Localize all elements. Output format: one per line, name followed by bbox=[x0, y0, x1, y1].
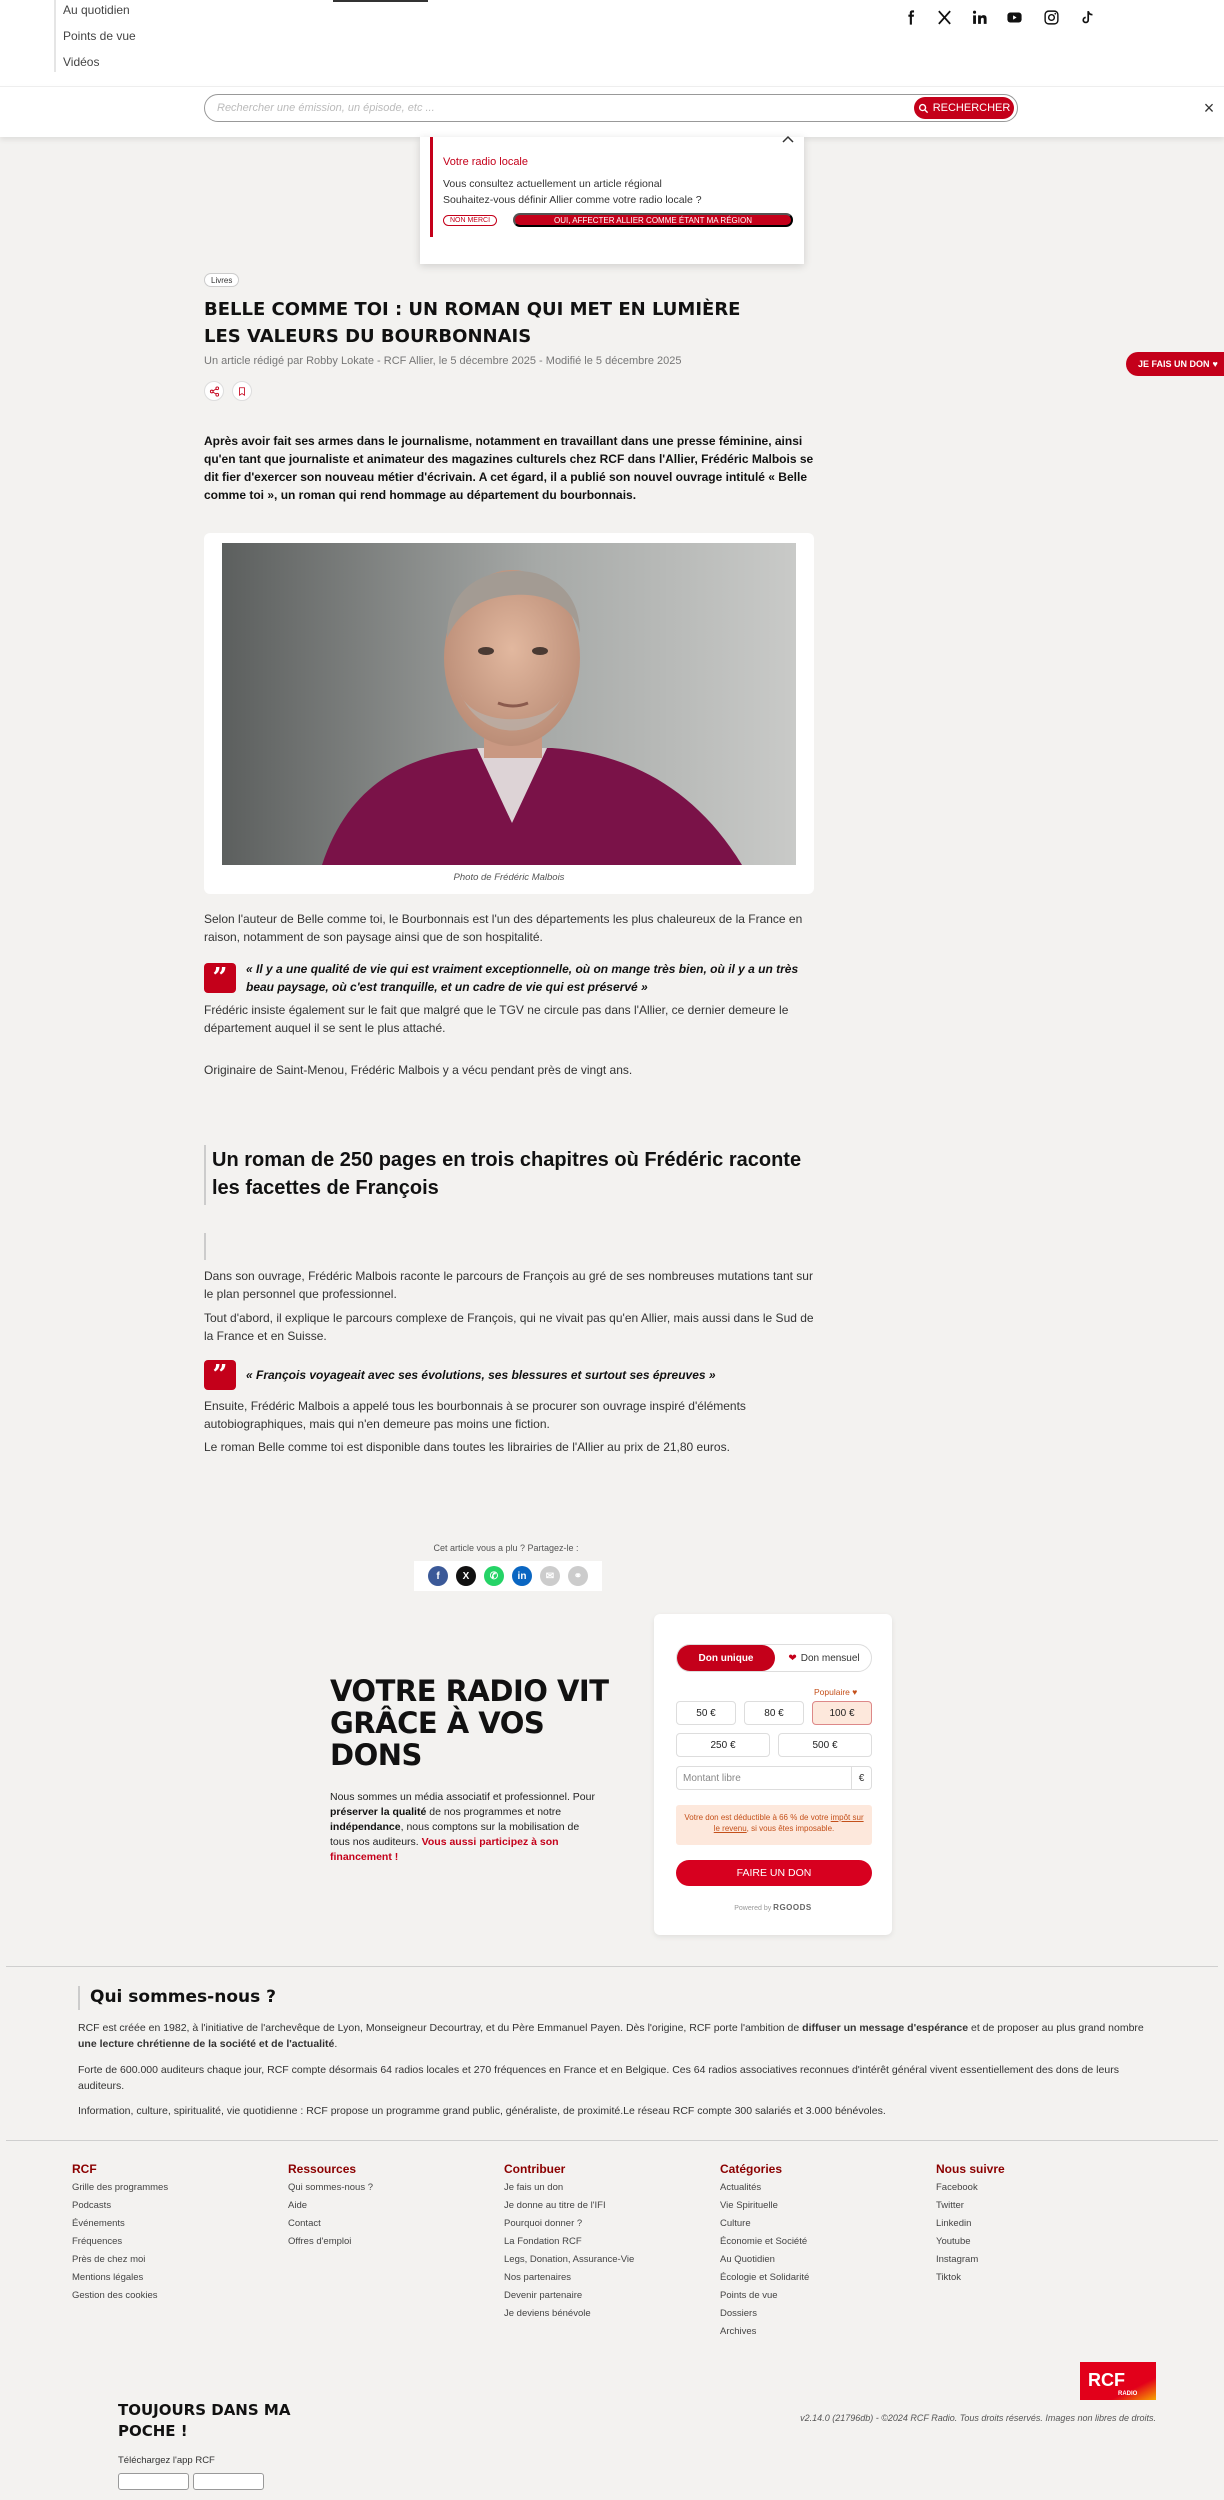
share-buttons bbox=[414, 1561, 602, 1591]
article-title: BELLE COMME TOI : UN ROMAN QUI MET EN LUMIÈRE LES VALEURS DU BOURBONNAIS bbox=[204, 299, 741, 347]
footer-link[interactable]: Dossiers bbox=[720, 2308, 757, 2319]
article-quote: « François voyageait avec ses évolutions, ses blessures et surtout ses épreuves » bbox=[246, 1368, 716, 1382]
footer-column-contribuer bbox=[504, 2162, 714, 2323]
quote-icon: ” bbox=[204, 1360, 236, 1390]
footer-column-title: Ressources bbox=[288, 2162, 357, 2176]
article-paragraph: Le roman Belle comme toi est disponible dans toutes les librairies de l'Allier au prix de 21,80 euros. bbox=[204, 1440, 730, 1454]
close-icon[interactable]: × bbox=[1203, 97, 1215, 118]
app-promo-text: Téléchargez l'app RCF bbox=[118, 2455, 215, 2466]
footer-link[interactable]: Je deviens bénévole bbox=[504, 2308, 591, 2319]
footer-link[interactable]: Au Quotidien bbox=[720, 2254, 775, 2265]
nav-link-au-quotidien[interactable]: Au quotidien bbox=[63, 3, 130, 17]
about-paragraph: Forte de 600.000 auditeurs chaque jour, RCF compte désormais 64 radios locales et 270 fréquences en France et en Belgique. Ces 64 radios associatives reconnues d'intérêt général vivent essentiellement des dons de leurs auditeurs. bbox=[78, 2064, 1119, 2092]
tab-don-mensuel-label: Don mensuel bbox=[800, 1652, 860, 1664]
footer-link[interactable]: Contact bbox=[288, 2218, 321, 2229]
tax-note-link[interactable]: impôt sur le revenu bbox=[713, 1813, 864, 1833]
section-divider bbox=[6, 2140, 1218, 2141]
nav-divider bbox=[54, 0, 56, 72]
amount-80[interactable]: 80 € bbox=[744, 1701, 804, 1725]
subheading-bar bbox=[204, 1145, 206, 1205]
footer-link[interactable]: Points de vue bbox=[720, 2290, 778, 2301]
share-label: Cet article vous a plu ? Partagez-le : bbox=[433, 1543, 579, 1553]
footer-link[interactable]: Vie Spirituelle bbox=[720, 2200, 778, 2211]
whatsapp-share-icon[interactable]: ✆ bbox=[484, 1566, 504, 1586]
footer-link[interactable]: Actualités bbox=[720, 2182, 762, 2193]
search-bar bbox=[0, 86, 1224, 137]
popup-yes-button[interactable]: OUI, AFFECTER ALLIER COMME ÉTANT MA RÉGION bbox=[513, 213, 793, 227]
popup-collapse-icon[interactable] bbox=[782, 131, 794, 146]
email-share-icon[interactable]: ✉ bbox=[540, 1566, 560, 1586]
section-divider bbox=[6, 1966, 1218, 1967]
footer-link[interactable]: Archives bbox=[720, 2326, 757, 2337]
footer-link[interactable]: Podcasts bbox=[72, 2200, 112, 2211]
donation-text: Nous sommes un média associatif et professionnel. Pour préserver la qualité de nos programmes et notre indépendance, nous comptons sur la mobilisation de tous nos auditeurs. Vous aussi participez à son financement ! bbox=[330, 1791, 595, 1863]
footer-link[interactable]: Nos partenaires bbox=[504, 2272, 572, 2283]
article-quote: « Il y a une qualité de vie qui est vraiment exceptionnelle, où on mange très bien, où il y a un très beau paysage, où c'est tranquille, et un cadre de vie qui est préservé » bbox=[246, 962, 799, 994]
article-paragraph: Tout d'abord, il explique le parcours complexe de François, qui ne vivait pas qu'en Allier, mais aussi dans le Sud de la France et en Suisse. bbox=[204, 1311, 814, 1343]
rcf-logo[interactable] bbox=[1080, 2362, 1156, 2400]
active-tab-underline bbox=[333, 0, 428, 2]
heart-icon: ♥ bbox=[1212, 359, 1218, 369]
share-icon[interactable] bbox=[204, 381, 224, 401]
article-tag[interactable]: Livres bbox=[204, 273, 239, 287]
footer-link[interactable]: Legs, Donation, Assurance-Vie bbox=[504, 2254, 635, 2265]
version-copyright: v2.14.0 (21796db) - ©2024 RCF Radio. Tous droits réservés. Images non libres de droits. bbox=[800, 2413, 1156, 2423]
popup-line-1: Vous consultez actuellement un article régional bbox=[443, 178, 662, 190]
footer-column-title: RCF bbox=[72, 2162, 97, 2176]
free-amount-input[interactable] bbox=[676, 1766, 852, 1790]
search-button[interactable] bbox=[914, 97, 1014, 119]
heart-icon: ❤ bbox=[788, 1652, 797, 1664]
amount-500[interactable]: 500 € bbox=[778, 1733, 872, 1757]
popup-title: Votre radio locale bbox=[443, 156, 528, 168]
facebook-icon[interactable] bbox=[899, 6, 921, 28]
donation-widget bbox=[654, 1614, 892, 1935]
tiktok-icon[interactable] bbox=[1076, 6, 1098, 28]
footer-link[interactable]: Je fais un don bbox=[504, 2182, 564, 2193]
article-photo-card bbox=[204, 533, 814, 894]
popup-line-2: Souhaitez-vous définir Allier comme votre radio locale ? bbox=[443, 194, 702, 206]
footer-link[interactable]: Mentions légales bbox=[72, 2272, 144, 2283]
about-title: Qui sommes-nous ? bbox=[90, 1987, 277, 2007]
footer-column-categories bbox=[720, 2162, 930, 2341]
svg-text:RCF: RCF bbox=[1088, 2370, 1125, 2390]
footer-link[interactable]: Gestion des cookies bbox=[72, 2290, 158, 2301]
footer-link[interactable]: Facebook bbox=[936, 2182, 978, 2193]
search-input[interactable] bbox=[204, 94, 1018, 122]
tab-don-mensuel[interactable] bbox=[775, 1645, 873, 1671]
popular-label: Populaire ♥ bbox=[814, 1687, 858, 1697]
article-paragraph: Frédéric insiste également sur le fait que malgré que le TGV ne circule pas dans l'Allier, ce dernier demeure le département auquel il se sent le plus attaché. bbox=[204, 1003, 789, 1035]
about-title-bar bbox=[78, 1986, 80, 2010]
article-paragraph: Selon l'auteur de Belle comme toi, le Bourbonnais est l'un des départements les plus chaleureux de la France en raison, notamment de son paysage ainsi que de son hospitalité. bbox=[204, 912, 803, 944]
footer-link[interactable]: Près de chez moi bbox=[72, 2254, 146, 2265]
x-icon[interactable] bbox=[933, 6, 955, 28]
article-paragraph: Dans son ouvrage, Frédéric Malbois raconte le parcours de François au gré de ses nombreuses mutations tant sur le plan personnel que professionnel. bbox=[204, 1269, 813, 1301]
site-header bbox=[0, 0, 1224, 137]
powered-by: Powered by RGOODS bbox=[734, 1903, 812, 1912]
donation-tabs bbox=[676, 1644, 872, 1672]
app-store-button[interactable] bbox=[118, 2473, 189, 2490]
footer-link[interactable]: Twitter bbox=[936, 2200, 964, 2211]
svg-text:RADIO: RADIO bbox=[1118, 2391, 1138, 2397]
about-paragraph: Information, culture, spiritualité, vie quotidienne : RCF propose un programme grand public, généraliste, de proximité.Le réseau RCF compte 300 salariés et 3.000 bénévoles. bbox=[78, 2105, 886, 2117]
popup-no-button[interactable]: NON MERCI bbox=[443, 215, 497, 226]
facebook-share-icon[interactable]: f bbox=[428, 1566, 448, 1586]
footer-column-title: Catégories bbox=[720, 2162, 783, 2176]
article-subheading: Un roman de 250 pages en trois chapitres où Frédéric raconte les facettes de François bbox=[212, 1149, 802, 1199]
footer-link[interactable]: Youtube bbox=[936, 2236, 971, 2247]
tax-note: Votre don est déductible à 66 % de votre impôt sur le revenu, si vous êtes imposable. bbox=[676, 1805, 872, 1845]
footer-link[interactable]: Instagram bbox=[936, 2254, 979, 2265]
article-meta: Un article rédigé par Robby Lokate - RCF Allier, le 5 décembre 2025 - Modifié le 5 décembre 2025 bbox=[204, 355, 682, 367]
footer-column-rcf bbox=[72, 2162, 282, 2305]
search-icon bbox=[918, 103, 929, 114]
youtube-icon[interactable] bbox=[1003, 6, 1025, 28]
footer-column-nous-suivre bbox=[936, 2162, 1146, 2287]
amount-50[interactable]: 50 € bbox=[676, 1701, 736, 1725]
side-donate-label: JE FAIS UN DON bbox=[1138, 359, 1210, 369]
tab-don-unique[interactable]: Don unique bbox=[677, 1645, 775, 1671]
footer-link[interactable]: Linkedin bbox=[936, 2218, 972, 2229]
article-intro: Après avoir fait ses armes dans le journalisme, notamment en travaillant dans une presse féminine, ainsi qu'en tant que journaliste et animateur des magazines culturels chez RCF dans l'Allier, Frédéric Malbois se dit fier d'exercer son nouveau métier d'écrivain. A cet égard, il a publié son nouvel ouvrage intitulé « Belle comme toi », un roman qui rend hommage au département du bourbonnais. bbox=[204, 434, 814, 502]
footer-link[interactable]: Économie et Société bbox=[720, 2236, 808, 2247]
nav-link-points-de-vue[interactable]: Points de vue bbox=[63, 29, 136, 43]
local-radio-popup bbox=[420, 137, 804, 264]
quote-icon: ” bbox=[204, 963, 236, 993]
app-promo-title: TOUJOURS DANS MA POCHE ! bbox=[118, 2401, 291, 2440]
donation-title: VOTRE RADIO VIT GRÂCE À VOS DONS bbox=[330, 1674, 609, 1772]
amount-250[interactable]: 250 € bbox=[676, 1733, 770, 1757]
bookmark-icon[interactable] bbox=[232, 381, 252, 401]
instagram-icon[interactable] bbox=[1040, 6, 1062, 28]
footer-column-title: Nous suivre bbox=[936, 2162, 1005, 2176]
google-play-button[interactable] bbox=[193, 2473, 264, 2490]
footer-column-ressources bbox=[288, 2162, 498, 2251]
footer-link[interactable]: La Fondation RCF bbox=[504, 2236, 582, 2247]
link-share-icon[interactable]: ⚭ bbox=[568, 1566, 588, 1586]
footer-column-title: Contribuer bbox=[504, 2162, 566, 2176]
side-donate-button[interactable] bbox=[1126, 352, 1224, 376]
footer-link[interactable]: Devenir partenaire bbox=[504, 2290, 583, 2301]
linkedin-share-icon[interactable]: in bbox=[512, 1566, 532, 1586]
about-paragraph: RCF est créée en 1982, à l'initiative de l'archevêque de Lyon, Monseigneur Decourtray, et du Père Emmanuel Payen. Dès l'origine, RCF porte l'ambition de diffuser un message d'espérance et de proposer au plus grand nombre une lecture chrétienne de la société et de l'actualité. bbox=[78, 2022, 1144, 2050]
photo-caption: Photo de Frédéric Malbois bbox=[453, 872, 565, 883]
footer-link[interactable]: Offres d'emploi bbox=[288, 2236, 352, 2247]
footer-link[interactable]: Fréquences bbox=[72, 2236, 123, 2247]
currency-label: € bbox=[852, 1766, 872, 1790]
author-photo bbox=[222, 543, 796, 865]
empty-quote-bar bbox=[204, 1233, 206, 1260]
nav-link-videos[interactable]: Vidéos bbox=[63, 55, 100, 69]
linkedin-icon[interactable] bbox=[968, 6, 990, 28]
article-paragraph: Ensuite, Frédéric Malbois a appelé tous les bourbonnais à se procurer son ouvrage inspiré d'éléments autobiographiques, mais qui n'en demeure pas moins une fiction. bbox=[204, 1399, 746, 1431]
footer-link[interactable]: Pourquoi donner ? bbox=[504, 2218, 583, 2229]
x-share-icon[interactable]: X bbox=[456, 1566, 476, 1586]
footer-link[interactable]: Tiktok bbox=[936, 2272, 961, 2283]
footer-link[interactable]: Culture bbox=[720, 2218, 751, 2229]
amount-100[interactable]: 100 € bbox=[812, 1701, 872, 1725]
footer-link[interactable]: Je donne au titre de l'IFI bbox=[504, 2200, 606, 2211]
footer-link[interactable]: Aide bbox=[288, 2200, 308, 2211]
article-paragraph: Originaire de Saint-Menou, Frédéric Malbois y a vécu pendant près de vingt ans. bbox=[204, 1063, 633, 1077]
footer-link[interactable]: Grille des programmes bbox=[72, 2182, 169, 2193]
search-button-label: RECHERCHER bbox=[932, 102, 1011, 114]
footer-link[interactable]: Écologie et Solidarité bbox=[720, 2272, 810, 2283]
popup-accent-bar bbox=[430, 137, 433, 237]
footer-link[interactable]: Événements bbox=[72, 2218, 125, 2229]
footer-link[interactable]: Qui sommes-nous ? bbox=[288, 2182, 374, 2193]
donate-submit-button[interactable]: FAIRE UN DON bbox=[676, 1860, 872, 1886]
